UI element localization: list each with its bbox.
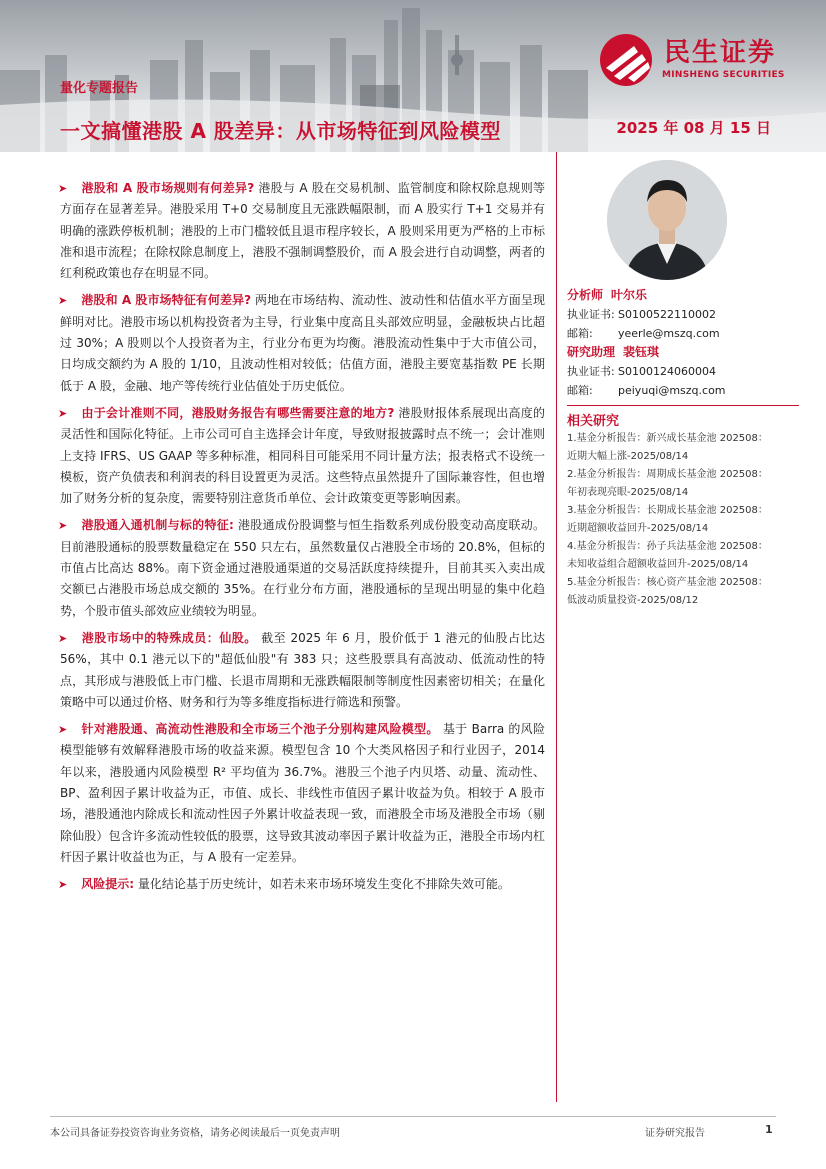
assistant-email-row — [567, 381, 799, 400]
arrow-bullet-icon: ➤ — [58, 182, 68, 195]
analyst-role: 分析师 — [567, 288, 604, 302]
analyst-portrait-image — [607, 160, 727, 280]
footer-disclaimer: 本公司具备证券投资咨询业务资格，请务必阅读最后一页免责声明 — [50, 1128, 340, 1139]
assistant-license-row — [567, 362, 799, 381]
logo-chinese-name: 民生证券 — [664, 38, 777, 68]
related-item: 2.基金分析报告：周期成长基金池 202508： — [567, 469, 768, 480]
minsheng-logo — [598, 30, 808, 90]
assistant-name-row — [567, 343, 799, 362]
summary-paragraph — [60, 719, 545, 868]
related-item: 3.基金分析报告：长期成长基金池 202508： — [567, 505, 768, 516]
paragraph-heading: 针对港股通、高流动性港股和全市场三个池子分别构建风险模型。 — [81, 722, 439, 737]
email-label: 邮箱: — [567, 327, 593, 340]
summary-paragraph — [60, 178, 545, 284]
arrow-bullet-icon: ➤ — [58, 631, 68, 645]
paragraph-body: 港股与 A 股在交易机制、监管制度和除权除息规则等方面存在显著差异。港股采用 T+0 交易制度且无涨跌幅限制，而 A 股实行 T+1 交易并有明确的涨跌停板机制；港股的上市门槛较低且退市程序较长，A 股则采用更为严格的上市标准和退市流程；在除权除息制度上，港股不强制调整股价，而 A 股会进行自动调整，两者的红利税政策也存在明显不同。 — [60, 181, 546, 281]
minsheng-logo-mark-icon — [598, 32, 658, 88]
assistant-role: 研究助理 — [567, 345, 616, 359]
summary-column — [60, 178, 545, 902]
related-item: 近期超额收益回升-2025/08/14 — [567, 523, 709, 534]
page-number: 1 — [765, 1123, 773, 1136]
logo-english-name: MINSHENG SECURITIES — [662, 70, 785, 80]
arrow-bullet-icon: ➤ — [58, 406, 68, 420]
report-title: 一文搞懂港股 A 股差异：从市场特征到风险模型 — [60, 119, 501, 143]
footer-divider — [50, 1116, 776, 1117]
related-divider — [567, 405, 799, 406]
related-item: 近期大幅上涨-2025/08/14 — [567, 451, 689, 462]
related-item: 未知收益组合超额收益回升-2025/08/14 — [567, 559, 749, 570]
report-type-label: 量化专题报告 — [60, 81, 139, 96]
related-item: 年初表现亮眼-2025/08/14 — [567, 487, 689, 498]
column-divider — [556, 152, 557, 1102]
analyst-name: 叶尔乐 — [611, 288, 648, 302]
arrow-bullet-icon: ➤ — [58, 878, 68, 892]
summary-paragraph — [60, 290, 545, 396]
paragraph-heading: 港股和 A 股市场规则有何差异? — [81, 181, 255, 195]
analyst-email: yeerle@mszq.com — [618, 327, 720, 340]
related-research-title: 相关研究 — [567, 414, 620, 429]
license-number: S0100522110002 — [618, 308, 716, 321]
analyst-photo — [607, 160, 727, 280]
license-label: 执业证书: — [567, 308, 615, 321]
page-header-banner — [0, 0, 826, 152]
license-number: S0100124060004 — [618, 365, 716, 378]
related-item: 1.基金分析报告：新兴成长基金池 202508： — [567, 433, 768, 444]
related-item: 4.基金分析报告：孙子兵法基金池 202508： — [567, 541, 768, 552]
summary-paragraph — [60, 403, 545, 509]
assistant-name: 裴钰琪 — [623, 345, 660, 359]
summary-paragraph — [60, 874, 545, 895]
footer-doc-type: 证券研究报告 — [645, 1128, 705, 1139]
paragraph-heading: 风险提示: — [81, 877, 135, 892]
paragraph-body: 两地在市场结构、流动性、波动性和估值水平方面呈现鲜明对比。港股市场以机构投资者为主导，行业集中度高且头部效应明显，金融板块占比超过 30%；A 股则以个人投资者为主，行业分布更为均衡。港股流动性集中于大市值公司，日均成交额约为 A 股的 1/10，且波动性相对较低；估值方面，港股主要宽基指数 PE 长期低于 A 股，金融、地产等传统行业估值处于历史低位。 — [60, 293, 545, 393]
arrow-bullet-icon: ➤ — [58, 723, 68, 737]
report-date: 2025 年 08 月 15 日 — [616, 119, 771, 137]
paragraph-body: 量化结论基于历史统计，如若未来市场环境发生变化不排除失效可能。 — [134, 877, 510, 892]
arrow-bullet-icon: ➤ — [58, 294, 68, 308]
email-label: 邮箱: — [567, 384, 593, 397]
paragraph-heading: 港股市场中的特殊成员：仙股。 — [81, 630, 257, 645]
related-item: 低波动质量投资-2025/08/12 — [567, 595, 699, 606]
analyst-name-row — [567, 286, 799, 305]
paragraph-body: 港股通成份股调整与恒生指数系列成份股变动高度联动。目前港股通标的股票数量稳定在 550 只左右，虽然数量仅占港股全市场的 20.8%，但标的市值占比高达 88%。南下资金通过港股通渠道的交易活跃度持续提升，目前其买入卖出成交额已占港股市场总成交额的 35%。在行业分布方面，港股通标的呈现出明显的集中化趋势，个股市值头部效应业绩较为明显。 — [60, 518, 545, 618]
summary-paragraph — [60, 628, 545, 713]
related-item: 5.基金分析报告：核心资产基金池 202508： — [567, 577, 768, 588]
paragraph-body: 港股财报体系展现出高度的灵活性和国际化特征。上市公司可自主选择会计年度，导致财报披露时点不统一；会计准则上支持 IFRS、US GAAP 等多种标准，相同科目可能采用不同计量方法；报表格式不设统一模板，资产负债表和利润表的科目设置更为灵活。这些特点虽然提升了国际兼容性，但也增加了财务分析的复杂度，需要特别注意货币单位、会计政策变更等影响因素。 — [60, 405, 545, 506]
paragraph-heading: 港股通入通机制与标的特征: — [81, 518, 234, 533]
paragraph-heading: 由于会计准则不同，港股财务报告有哪些需要注意的地方? — [81, 405, 395, 420]
arrow-bullet-icon: ➤ — [58, 519, 68, 533]
analyst-license-row — [567, 305, 799, 324]
paragraph-body: 截至 2025 年 6 月，股价低于 1 港元的仙股占比达 56%，其中 0.1 港元以下的"超低仙股"有 383 只；这些股票具有高波动、低流动性的特点，其形成与港股低上市门槛、长退市周期和无涨跌幅限制等制度性因素密切相关；在量化策略中可以通过价格、财务和行为等多维度指标进行筛选和预警。 — [60, 630, 545, 709]
license-label: 执业证书: — [567, 365, 615, 378]
analyst-email-row — [567, 324, 799, 343]
paragraph-body: 基于 Barra 的风险模型能够有效解释港股市场的收益来源。模型包含 10 个大类风格因子和行业因子，2014 年以来，港股通内风险模型 R² 平均值为 36.7%。港股三个池子内贝塔、动量、流动性、BP、盈利因子累计收益为正，市值、成长、非线性市值因子累计收益为负。相较于 A 股市场，港股通池内除成长和流动性因子外累计收益表现一致，而港股全市场及港股全市场（剔除仙股）包含许多流动性较低的股票，这导致其波动率因子累计收益为正，港股全市场内杠杆因子累计收益也为正，与 A 股有一定差异。 — [60, 722, 545, 864]
analyst-info — [567, 286, 799, 400]
related-research-list — [567, 430, 807, 610]
paragraph-heading: 港股和 A 股市场特征有何差异? — [81, 293, 252, 308]
summary-paragraph — [60, 515, 545, 621]
assistant-email: peiyuqi@mszq.com — [618, 384, 726, 397]
